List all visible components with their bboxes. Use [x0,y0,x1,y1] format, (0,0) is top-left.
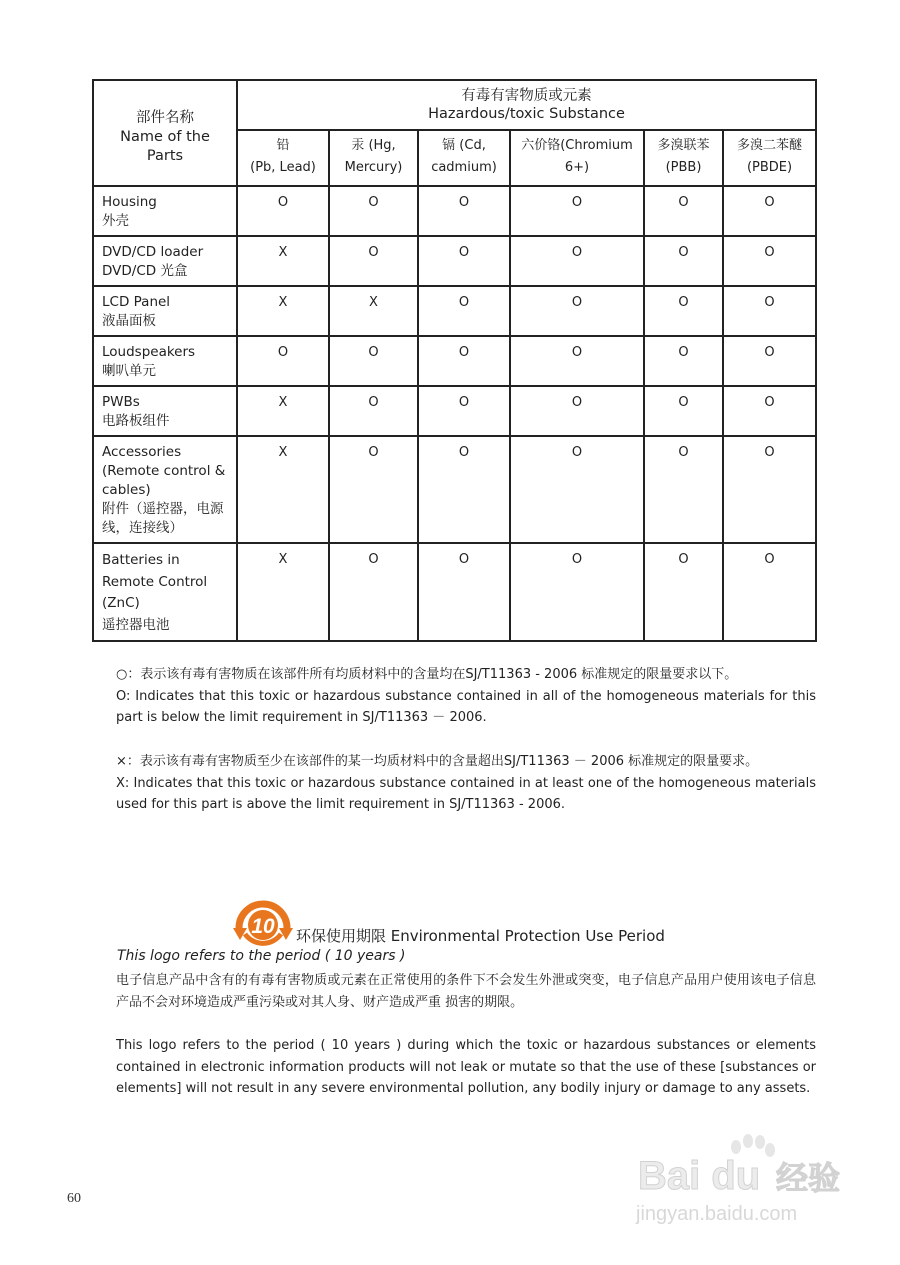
substance-value-cell: O [329,236,418,286]
substance-value-cell: O [418,286,510,336]
substance-column-en: (Pb, Lead) [250,160,316,175]
substance-value-cell: O [510,236,644,286]
part-name-cell [93,436,237,543]
substance-column-header [418,130,510,186]
substance-value-cell: O [418,336,510,386]
substance-value-cell: O [510,436,644,543]
substance-column-zh: 铅 [276,138,290,153]
watermark-brand-zh: 经验 [776,1159,841,1197]
substance-value-cell: X [237,286,329,336]
watermark-brand: Bai du [638,1154,761,1198]
parts-header-en: Name of the Parts [120,128,210,164]
substance-value-cell: O [418,436,510,543]
part-name-en: PWBs [102,394,140,410]
part-name-cell [93,186,237,236]
substance-value-cell: O [418,386,510,436]
baidu-jingyan-watermark [632,1127,852,1232]
substance-group-header [237,80,816,130]
parts-header [93,80,237,186]
substance-column-zh: 汞 (Hg, [351,138,396,153]
note-x-en: X: Indicates that this toxic or hazardous substance contained in at least one of the homogeneous materials used for this part is above the limit requirement in SJ/T11363 - 2006. [116,775,816,812]
part-name-en: DVD/CD loader [102,244,204,260]
substance-column-zh: 多溴二苯醚 [737,138,803,153]
substance-value-cell: X [329,286,418,336]
table-row [93,436,816,543]
logo-title: 环保使用期限 Environmental Protection Use Period [296,927,665,945]
substance-column-zh: 六价铬(Chromium [521,138,633,153]
note-o-en: O: Indicates that this toxic or hazardous substance contained in all of the homogeneous materials for this part is below the limit requirement in SJ/T11363 － 2006. [116,688,816,725]
table-row [93,186,816,236]
substance-value-cell: O [723,186,816,236]
table-row [93,336,816,386]
part-name-cell [93,236,237,286]
part-name-en: Loudspeakers [102,344,196,360]
substance-value-cell: O [644,543,723,641]
substance-column-en: (PBB) [665,160,702,175]
substance-value-cell: O [237,336,329,386]
note-o-zh: ○：表示该有毒有害物质在该部件所有均质材料中的含量均在SJ/T11363 - 2006 标准规定的限量要求以下。 [116,667,738,682]
substance-value-cell: O [418,543,510,641]
hazardous-substance-table [92,79,817,642]
substance-value-cell: O [510,386,644,436]
period-description-zh: 电子信息产品中含有的有毒有害物质或元素在正常使用的条件下不会发生外泄或突变，电子信息产品用户使用该电子信息产品不会对环境造成严重污染或对其人身、财产造成严重 损害的期限。 [116,973,816,1010]
substance-column-zh: 镉 (Cd, [442,138,486,153]
substance-value-cell: O [644,236,723,286]
substance-column-header [329,130,418,186]
substance-value-cell: O [644,336,723,386]
substance-value-cell: X [237,436,329,543]
substance-value-cell: O [723,543,816,641]
note-o [116,664,816,729]
substance-value-cell: O [510,186,644,236]
substance-value-cell: O [510,336,644,386]
part-name-cell [93,336,237,386]
substance-column-header [723,130,816,186]
substance-value-cell: X [237,386,329,436]
part-name-zh: 电路板组件 [102,413,170,429]
part-name-en: Batteries in Remote Control (ZnC) [102,552,208,611]
period-description-en: This logo refers to the period ( 10 years ) during which the toxic or hazardous substances or elements contained in electronic information products will not leak or mutate so that the use of these [substances or elements] will not result in any severe environmental pollution, any bodily injury or damage to any assets. [116,1038,816,1096]
substance-column-zh: 多溴联苯 [657,138,710,153]
part-name-zh: 遥控器电池 [102,616,170,633]
substance-value-cell: O [418,236,510,286]
part-name-zh: 液晶面板 [102,313,156,329]
part-name-cell [93,543,237,641]
part-name-en: Housing [102,194,157,210]
substance-value-cell: O [723,336,816,386]
note-x [116,751,816,816]
part-name-zh: 喇叭单元 [102,363,156,379]
note-x-zh: ×：表示该有毒有害物质至少在该部件的某一均质材料中的含量超出SJ/T11363 － 2006 标准规定的限量要求。 [116,754,759,769]
substance-group-zh: 有毒有害物质或元素 [461,88,592,104]
substance-value-cell: O [329,543,418,641]
substance-column-en: cadmium) [431,160,497,175]
substance-value-cell: O [329,186,418,236]
parts-header-zh: 部件名称 [136,109,194,126]
logo-note: This logo refers to the period ( 10 years ) [117,948,406,964]
substance-value-cell: O [329,386,418,436]
substance-value-cell: O [644,286,723,336]
page-number: 60 [67,1191,81,1206]
table-row [93,543,816,641]
substance-value-cell: O [644,386,723,436]
substance-value-cell: O [329,436,418,543]
part-name-en: LCD Panel [102,294,171,310]
substance-value-cell: X [237,236,329,286]
substance-value-cell: O [644,436,723,543]
table-row [93,236,816,286]
substance-value-cell: O [723,236,816,286]
substance-value-cell: O [723,286,816,336]
substance-value-cell: X [237,543,329,641]
substance-column-en: Mercury) [344,160,403,175]
logo-number: 10 [251,915,275,938]
substance-value-cell: O [418,186,510,236]
substance-column-en: (PBDE) [746,160,793,175]
watermark-url: jingyan.baidu.com [636,1203,798,1225]
substance-column-header [644,130,723,186]
part-name-en: Accessories (Remote control & cables) [102,444,226,498]
part-name-zh: DVD/CD 光盒 [102,263,188,279]
epup-10-logo-icon [231,898,295,952]
substance-value-cell: O [644,186,723,236]
table-row [93,386,816,436]
substance-value-cell: O [237,186,329,236]
part-name-zh: 附件（遥控器，电源线，连接线） [102,501,224,536]
substance-value-cell: O [723,436,816,543]
substance-value-cell: O [723,386,816,436]
table-row [93,286,816,336]
substance-value-cell: O [510,543,644,641]
part-name-cell [93,286,237,336]
substance-group-en: Hazardous/toxic Substance [428,106,625,122]
substance-column-en: 6+) [564,160,590,175]
substance-value-cell: O [510,286,644,336]
substance-column-header [510,130,644,186]
substance-value-cell: O [329,336,418,386]
part-name-cell [93,386,237,436]
part-name-zh: 外壳 [102,213,129,229]
substance-column-header [237,130,329,186]
